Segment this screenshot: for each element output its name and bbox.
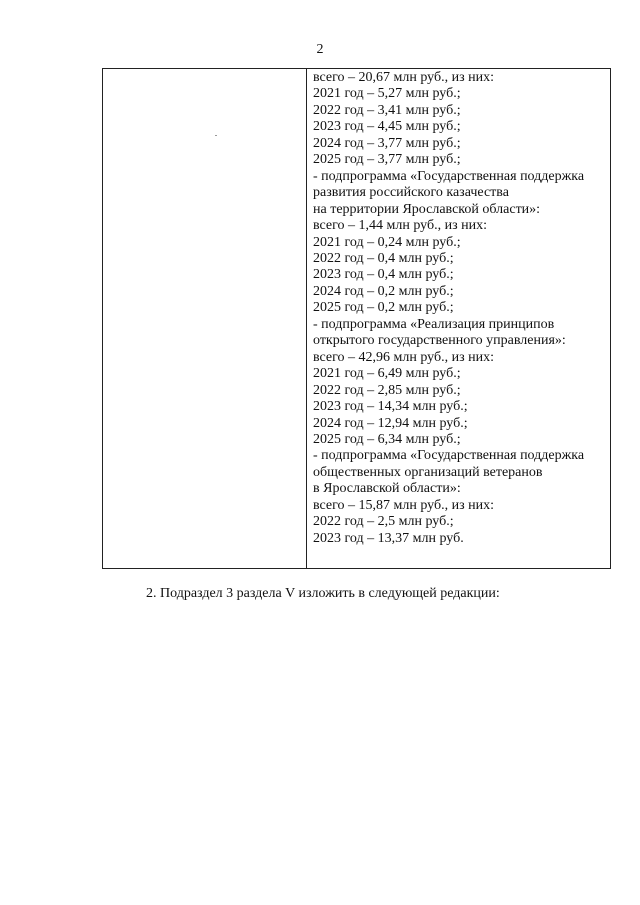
- table-text-line: 2022 год – 2,85 млн руб.;: [313, 382, 461, 398]
- table-text-line: - подпрограмма «Государственная поддержка: [313, 168, 585, 184]
- table-text-line: всего – 1,44 млн руб., из них:: [313, 218, 488, 234]
- table-text-line: 2025 год – 3,77 млн руб.;: [313, 152, 461, 168]
- table-text-line: общественных организаций ветеранов: [313, 464, 543, 480]
- table-text-line: 2024 год – 0,2 млн руб.;: [313, 283, 454, 299]
- table-text-line: в Ярославской области»:: [313, 481, 461, 497]
- table-text-line: 2023 год – 13,37 млн руб.: [313, 530, 464, 546]
- table-right-cell: [307, 69, 610, 568]
- table-text-line: всего – 15,87 млн руб., из них:: [313, 497, 495, 513]
- table-text-line: - подпрограмма «Реализация принципов: [313, 316, 555, 332]
- table-text-line: открытого государственного управления»:: [313, 333, 566, 349]
- table-text-line: 2021 год – 5,27 млн руб.;: [313, 86, 461, 102]
- table-text-line: 2022 год – 3,41 млн руб.;: [313, 102, 461, 118]
- table-text-line: 2025 год – 0,2 млн руб.;: [313, 300, 454, 316]
- table-text-line: 2023 год – 14,34 млн руб.;: [313, 399, 468, 415]
- table-text-line: 2021 год – 6,49 млн руб.;: [313, 366, 461, 382]
- table-text-line: развития российского казачества: [313, 185, 509, 201]
- table-text-line: всего – 20,67 млн руб., из них:: [313, 70, 495, 85]
- table-left-cell: [103, 69, 307, 568]
- table-text-line: 2024 год – 12,94 млн руб.;: [313, 415, 468, 431]
- table-text-line: 2023 год – 4,45 млн руб.;: [313, 119, 461, 135]
- table-text-line: на территории Ярославской области»:: [313, 201, 541, 217]
- table-text-line: 2025 год – 6,34 млн руб.;: [313, 431, 461, 447]
- table-text-line: 2023 год – 0,4 млн руб.;: [313, 267, 454, 283]
- table-text-line: 2024 год – 3,77 млн руб.;: [313, 135, 461, 151]
- table-text-line: - подпрограмма «Государственная поддержка: [313, 448, 585, 464]
- table-text-line: 2021 год – 0,24 млн руб.;: [313, 234, 461, 250]
- scan-speck: [215, 135, 217, 136]
- table-text-line: 2022 год – 0,4 млн руб.;: [313, 250, 454, 266]
- table-text-line: 2022 год – 2,5 млн руб.;: [313, 514, 454, 530]
- page-number: 2: [316, 42, 324, 57]
- table-text-line: всего – 42,96 млн руб., из них:: [313, 349, 495, 365]
- document-table: [102, 68, 611, 569]
- closing-paragraph: 2. Подраздел 3 раздела V изложить в следующей редакции:: [146, 586, 500, 601]
